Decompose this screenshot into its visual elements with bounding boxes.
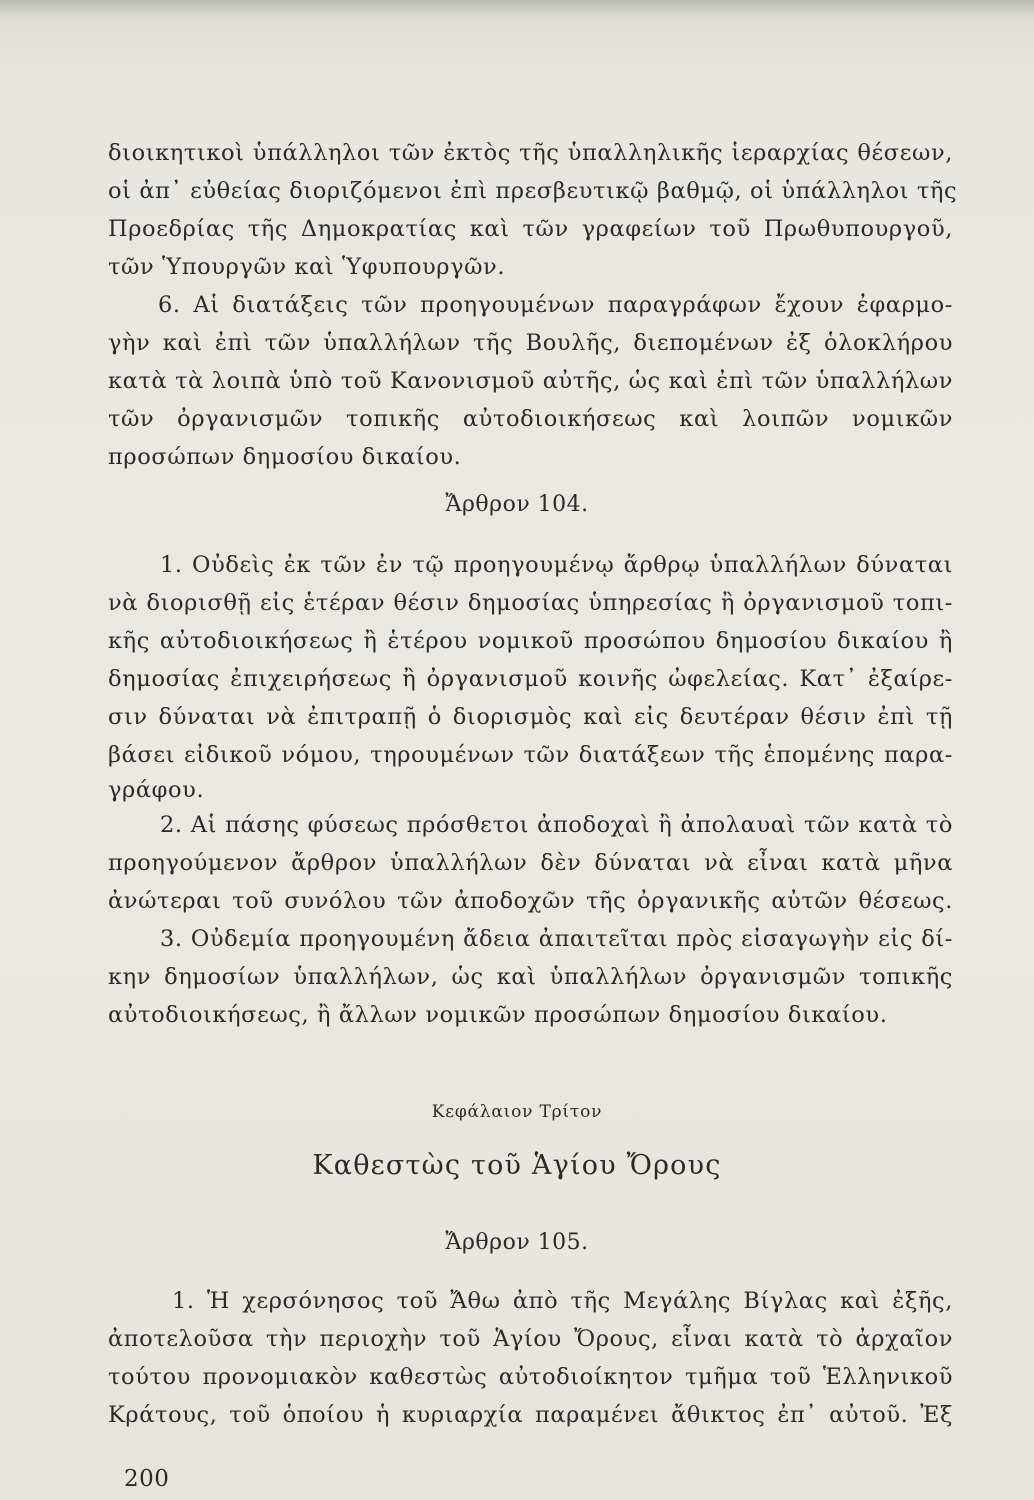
text-line: νὰ διορισθῇ εἰς ἑτέραν θέσιν δημοσίας ὑπηρεσίας ἢ ὀργανισμοῦ τοπι- — [108, 590, 953, 616]
article-105-title: Ἄρθρον 105. — [445, 1230, 589, 1255]
text-line: κατὰ τὰ λοιπὰ ὑπὸ τοῦ Κανονισμοῦ αὐτῆς, ὡς καὶ ἐπὶ τῶν ὑπαλλήλων — [108, 368, 953, 394]
text-line: σιν δύναται νὰ ἐπιτραπῇ ὁ διορισμὸς καὶ εἰς δευτέραν θέσιν ἐπὶ τῇ — [108, 704, 953, 730]
text-line: βάσει εἰδικοῦ νόμου, τηρουμένων τῶν διατάξεων τῆς ἑπομένης παρα- — [108, 742, 953, 768]
text-line: αὐτοδιοικήσεως, ἢ ἄλλων νομικῶν προσώπων δημοσίου δικαίου. — [108, 1002, 888, 1028]
text-line: τῶν Ὑπουργῶν καὶ Ὑφυπουργῶν. — [108, 254, 506, 280]
article-104-title: Ἄρθρον 104. — [445, 492, 589, 517]
text-line: κην δημοσίων ὑπαλλήλων, ὡς καὶ ὑπαλλήλων ὀργανισμῶν τοπικῆς — [108, 964, 953, 990]
text-line: ἀποτελοῦσα τὴν περιοχὴν τοῦ Ἁγίου Ὄρους, εἶναι κατὰ τὸ ἀρχαῖον — [108, 1326, 953, 1352]
text-line: τούτου προνομιακὸν καθεστὼς αὐτοδιοίκητον τμῆμα τοῦ Ἑλληνικοῦ — [108, 1364, 953, 1390]
text-line: κῆς αὐτοδιοικήσεως ἢ ἑτέρου νομικοῦ προσώπου δημοσίου δικαίου ἢ — [108, 628, 953, 654]
text-line: 3. Οὐδεμία προηγουμένη ἄδεια ἀπαιτεῖται πρὸς εἰσαγωγὴν εἰς δί- — [160, 926, 953, 952]
text-line: διοικητικοὶ ὑπάλληλοι τῶν ἐκτὸς τῆς ὑπαλληλικῆς ἱεραρχίας θέσεων, — [108, 140, 953, 166]
page-number: 200 — [124, 1466, 170, 1492]
text-line: δημοσίας ἐπιχειρήσεως ἢ ὀργανισμοῦ κοινῆς ὠφελείας. Κατ᾽ ἐξαίρε- — [108, 666, 953, 692]
text-line: 6. Αἱ διατάξεις τῶν προηγουμένων παραγράφων ἔχουν ἐφαρμο- — [158, 292, 953, 318]
text-line: 1. Οὐδεὶς ἐκ τῶν ἐν τῷ προηγουμένῳ ἄρθρῳ ὑπαλλήλων δύναται — [160, 552, 953, 578]
text-line: 2. Αἱ πάσης φύσεως πρόσθετοι ἀποδοχαὶ ἢ ἀπολαυαὶ τῶν κατὰ τὸ — [160, 812, 953, 838]
text-line: γράφου. — [108, 777, 205, 803]
text-line: τῶν ὀργανισμῶν τοπικῆς αὐτοδιοικήσεως καὶ λοιπῶν νομικῶν — [108, 406, 953, 432]
text-line: ἀνώτεραι τοῦ συνόλου τῶν ἀποδοχῶν τῆς ὀργανικῆς αὐτῶν θέσεως. — [108, 888, 953, 914]
text-line: Προεδρίας τῆς Δημοκρατίας καὶ τῶν γραφείων τοῦ Πρωθυπουργοῦ, — [108, 216, 953, 242]
page-edge-shadow — [0, 0, 1034, 18]
chapter-title: Κεφάλαιον Τρίτον — [431, 1102, 603, 1122]
text-line: προηγούμενον ἄρθρον ὑπαλλήλων δὲν δύναται νὰ εἶναι κατὰ μῆνα — [108, 850, 953, 876]
section-heading: Καθεστὼς τοῦ Ἁγίου Ὄρους — [312, 1150, 722, 1181]
text-line: γὴν καὶ ἐπὶ τῶν ὑπαλλήλων τῆς Βουλῆς, διεπομένων ἐξ ὁλοκλήρου — [108, 330, 953, 356]
text-line: προσώπων δημοσίου δικαίου. — [108, 444, 462, 470]
text-line: 1. Ἡ χερσόνησος τοῦ Ἄθω ἀπὸ τῆς Μεγάλης Βίγλας καὶ ἐξῆς, — [172, 1288, 953, 1314]
text-line: Κράτους, τοῦ ὁποίου ἡ κυριαρχία παραμένει ἄθικτος ἐπ᾽ αὐτοῦ. Ἐξ — [108, 1402, 953, 1428]
text-line: οἱ ἀπ᾽ εὐθείας διοριζόμενοι ἐπὶ πρεσβευτικῷ βαθμῷ, οἱ ὑπάλληλοι τῆς — [108, 178, 958, 204]
